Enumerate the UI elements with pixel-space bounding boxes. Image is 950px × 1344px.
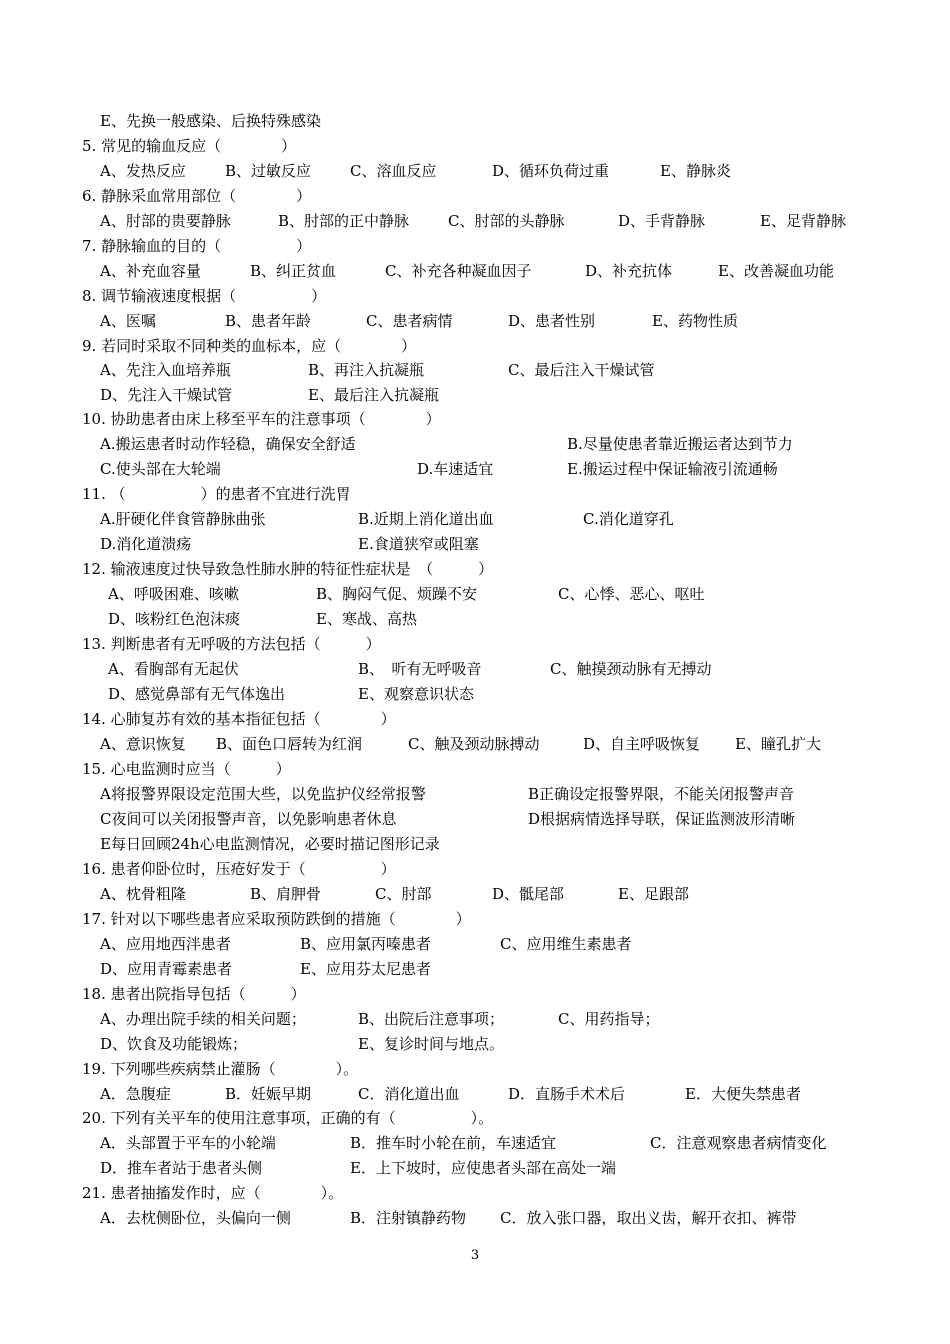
option-text: C、患者病情 <box>366 312 453 330</box>
option-text: C.使头部在大轮端 <box>100 460 221 478</box>
question-text: 7. 静脉输血的目的（ ） <box>82 237 312 255</box>
option-text: C、最后注入干燥试管 <box>508 361 655 379</box>
question-text: 20. 下列有关平车的使用注意事项，正确的有（ ）。 <box>82 1109 494 1127</box>
option-text: B.近期上消化道出血 <box>358 510 494 528</box>
option-text: D、感觉鼻部有无气体逸出 <box>108 685 286 703</box>
question-text: 11. （ ）的患者不宜进行洗胃 <box>82 485 351 503</box>
option-text: E、改善凝血功能 <box>718 262 834 280</box>
option-text: B、应用氯丙嗪患者 <box>300 935 432 953</box>
option-text: B、肘部的正中静脉 <box>278 212 410 230</box>
question-text: 13. 判断患者有无呼吸的方法包括（ ） <box>82 635 381 653</box>
option-text: D、应用青霉素患者 <box>100 960 233 978</box>
question-text: E每日回顾24h心电监测情况，必要时描记图形记录 <box>100 835 440 853</box>
option-text: E、应用芬太尼患者 <box>300 960 431 978</box>
option-text: C．注意观察患者病情变化 <box>650 1134 827 1152</box>
option-text: A．去枕侧卧位，头偏向一侧 <box>100 1209 291 1227</box>
option-text: D、自主呼吸恢复 <box>583 735 701 753</box>
option-text: B．注射镇静药物 <box>350 1209 467 1227</box>
option-text: B．推车时小轮在前，车速适宜 <box>350 1134 557 1152</box>
option-text: C.消化道穿孔 <box>583 510 674 528</box>
option-text: A将报警界限设定范围大些，以免监护仪经常报警 <box>100 785 426 803</box>
option-text: A、意识恢复 <box>100 735 186 753</box>
question-text: 15. 心电监测时应当（ ） <box>82 760 291 778</box>
option-text: B、再注入抗凝瓶 <box>308 361 425 379</box>
option-text: D.车速适宜 <box>417 460 494 478</box>
option-text: A、应用地西泮患者 <box>100 935 231 953</box>
question-text: 10. 协助患者由床上移至平车的注意事项（ ） <box>82 410 441 428</box>
option-text: D、先注入干燥试管 <box>100 386 233 404</box>
option-text: D、患者性别 <box>508 312 596 330</box>
option-text: E、药物性质 <box>652 312 738 330</box>
option-text: C、应用维生素患者 <box>500 935 632 953</box>
option-text: E.食道狭窄或阻塞 <box>358 535 479 553</box>
option-text: E．上下坡时，应使患者头部在高处一端 <box>350 1159 616 1177</box>
option-text: D根据病情选择导联，保证监测波形清晰 <box>528 810 796 828</box>
option-text: A、发热反应 <box>100 162 186 180</box>
option-text: D．直肠手术术后 <box>508 1085 626 1103</box>
question-text: 19. 下列哪些疾病禁止灌肠（ ）。 <box>82 1060 359 1078</box>
option-text: C、心悸、恶心、呕吐 <box>558 585 705 603</box>
option-text: A．头部置于平车的小轮端 <box>100 1134 276 1152</box>
option-text: D、补充抗体 <box>585 262 673 280</box>
option-text: A、办理出院手续的相关问题； <box>100 1010 306 1028</box>
option-text: E、瞳孔扩大 <box>735 735 821 753</box>
option-text: C．放入张口器，取出义齿，解开衣扣、裤带 <box>500 1209 797 1227</box>
option-text: C夜间可以关闭报警声音，以免影响患者休息 <box>100 810 397 828</box>
option-text: A、医嘱 <box>100 312 156 330</box>
question-text: 17. 针对以下哪些患者应采取预防跌倒的措施（ ） <box>82 910 471 928</box>
option-text: E、观察意识状态 <box>358 685 474 703</box>
option-text: B、胸闷气促、烦躁不安 <box>316 585 478 603</box>
option-text: B.尽量使患者靠近搬运者达到节力 <box>567 435 793 453</box>
option-text: A、先注入血培养瓶 <box>100 361 231 379</box>
option-text: D、循环负荷过重 <box>492 162 610 180</box>
option-text: A、肘部的贵要静脉 <box>100 212 231 230</box>
option-text: D、咳粉红色泡沫痰 <box>108 610 241 628</box>
option-text: C．消化道出血 <box>358 1085 460 1103</box>
question-text: 21. 患者抽搐发作时，应（ ）。 <box>82 1184 344 1202</box>
option-text: C、补充各种凝血因子 <box>385 262 532 280</box>
option-text: C、肘部的头静脉 <box>448 212 565 230</box>
question-text: 9. 若同时采取不同种类的血标本，应（ ） <box>82 337 417 355</box>
option-text: E、静脉炎 <box>660 162 731 180</box>
question-text: 8. 调节输液速度根据（ ） <box>82 287 327 305</box>
option-text: B正确设定报警界限，不能关闭报警声音 <box>528 785 795 803</box>
option-text: C、触摸颈动脉有无搏动 <box>550 660 712 678</box>
option-text: D、骶尾部 <box>492 885 565 903</box>
option-text: B、面色口唇转为红润 <box>216 735 363 753</box>
option-text: A．急腹症 <box>100 1085 171 1103</box>
question-text: 6. 静脉采血常用部位（ ） <box>82 187 312 205</box>
option-text: E、复诊时间与地点。 <box>358 1035 504 1053</box>
question-text: 14. 心肺复苏有效的基本指征包括（ ） <box>82 710 396 728</box>
option-text: B、患者年龄 <box>225 312 312 330</box>
option-text: D、手背静脉 <box>618 212 706 230</box>
option-text: B、 听有无呼吸音 <box>358 660 482 678</box>
option-text: B、过敏反应 <box>225 162 312 180</box>
option-text: E、足跟部 <box>618 885 689 903</box>
option-text: E、最后注入抗凝瓶 <box>308 386 439 404</box>
option-text: A.搬运患者时动作轻稳，确保安全舒适 <box>100 435 356 453</box>
option-text: E、寒战、高热 <box>316 610 417 628</box>
option-text: A、呼吸困难、咳嗽 <box>108 585 239 603</box>
option-text: A.肝硬化伴食管静脉曲张 <box>100 510 266 528</box>
option-text: B．妊娠早期 <box>225 1085 312 1103</box>
page-number: 3 <box>470 1248 480 1263</box>
option-text: C、溶血反应 <box>350 162 437 180</box>
option-text: B、纠正贫血 <box>250 262 337 280</box>
option-text: D．推车者站于患者头侧 <box>100 1159 263 1177</box>
question-text: 5. 常见的输血反应（ ） <box>82 137 297 155</box>
option-text: A、补充血容量 <box>100 262 201 280</box>
option-text: B、肩胛骨 <box>250 885 322 903</box>
option-text: E．大便失禁患者 <box>685 1085 801 1103</box>
option-text: D、饮食及功能锻炼； <box>100 1035 248 1053</box>
option-text: C、肘部 <box>375 885 432 903</box>
option-text: E、足背静脉 <box>760 212 846 230</box>
question-text: 12. 输液速度过快导致急性肺水肿的特征性症状是 （ ） <box>82 560 494 578</box>
option-text: D.消化道溃疡 <box>100 535 192 553</box>
option-text: A、枕骨粗隆 <box>100 885 186 903</box>
option-text: C、触及颈动脉搏动 <box>408 735 540 753</box>
option-text: B、出院后注意事项； <box>358 1010 505 1028</box>
option-text: C、用药指导； <box>558 1010 660 1028</box>
question-text: 18. 患者出院指导包括（ ） <box>82 985 306 1003</box>
question-text: E、先换一般感染、后换特殊感染 <box>100 112 321 130</box>
option-text: A、看胸部有无起伏 <box>108 660 239 678</box>
question-text: 16. 患者仰卧位时，压疮好发于（ ） <box>82 860 396 878</box>
option-text: E.搬运过程中保证输液引流通畅 <box>567 460 778 478</box>
